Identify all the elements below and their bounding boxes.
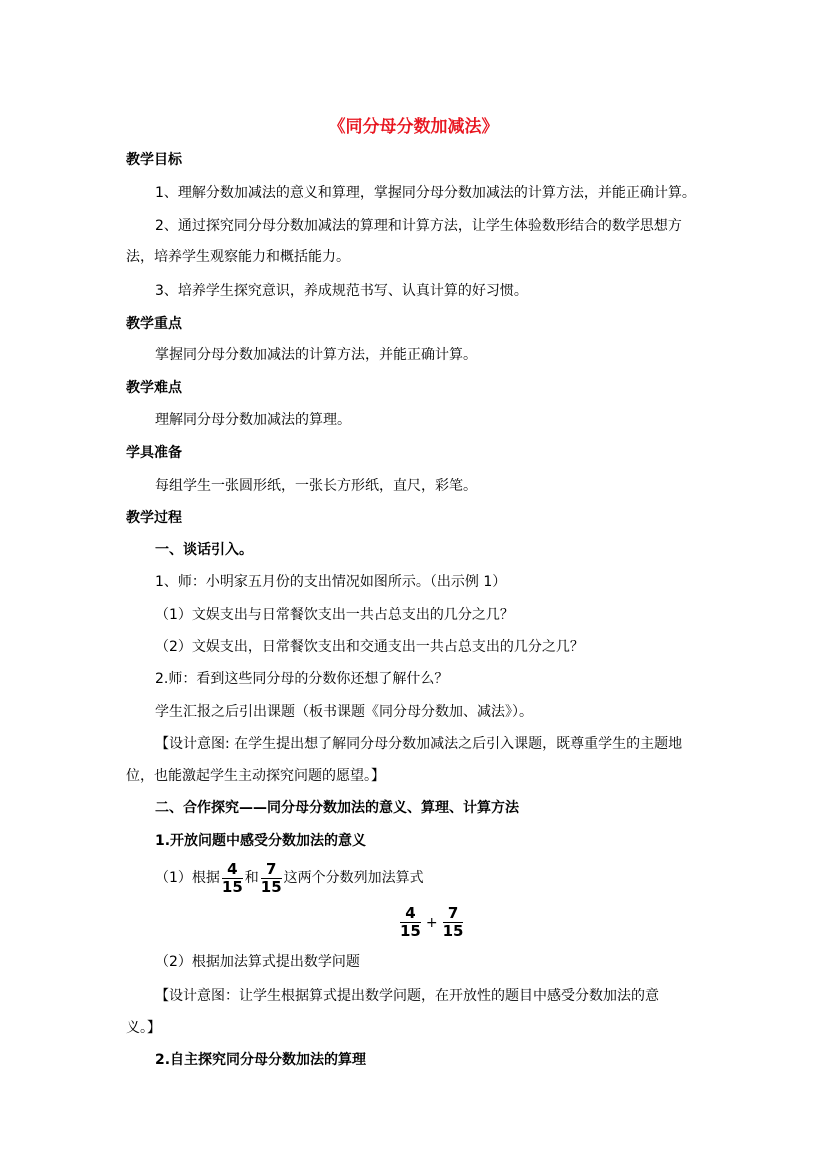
fraction-7-15 — [261, 861, 282, 896]
step1-prefix: （1）根据 — [155, 870, 220, 886]
fraction-denominator: 15 — [260, 877, 282, 896]
materials-text: 每组学生一张圆形纸，一张长方形纸，直尺，彩笔。 — [155, 478, 477, 494]
expression-fraction-7-15 — [443, 905, 464, 940]
materials-heading: 学具准备 — [126, 445, 182, 461]
step1-and: 和 — [244, 870, 259, 886]
part1-heading: 一、谈话引入。 — [155, 542, 253, 558]
fraction-4-15 — [222, 861, 243, 896]
focus-text: 掌握同分母分数加减法的计算方法，并能正确计算。 — [155, 347, 477, 363]
part1-line-2: 2.师：看到这些同分母的分数你还想了解什么？ — [155, 671, 449, 687]
focus-heading: 教学重点 — [126, 316, 182, 332]
fraction-numerator: 7 — [261, 861, 282, 879]
part2-subheading-1: 1.开放问题中感受分数加法的意义 — [155, 833, 367, 849]
fraction-numerator: 4 — [400, 905, 421, 923]
difficulty-text: 理解同分母分数加减法的算理。 — [155, 412, 351, 428]
fraction-denominator: 15 — [400, 922, 421, 940]
difficulty-heading: 教学难点 — [126, 380, 182, 396]
addition-expression — [398, 905, 465, 940]
goals-heading: 教学目标 — [126, 152, 182, 168]
goal-item-3: 3、培养学生探究意识，养成规范书写、认真计算的好习惯。 — [155, 283, 528, 299]
fraction-denominator: 15 — [221, 877, 243, 896]
goal-item-2-line-1: 2、通过探究同分母分数加减法的算理和计算方法，让学生体验数形结合的数学思想方 — [155, 218, 682, 234]
process-heading: 教学过程 — [126, 510, 182, 526]
fraction-numerator: 7 — [443, 905, 464, 923]
part1-design-intent-line-1: 【设计意图: 在学生提出想了解同分母分数加减法之后引入课题，既尊重学生的主题地 — [155, 736, 683, 752]
part1-line-1: 1、师：小明家五月份的支出情况如图所示。（出示例 1） — [155, 574, 507, 590]
fraction-numerator: 4 — [222, 861, 243, 879]
step1-suffix: 这两个分数列加法算式 — [283, 870, 424, 886]
part1-design-intent-line-2: 位，也能激起学生主动探究问题的愿望。】 — [126, 768, 385, 784]
part2-step-1 — [155, 858, 717, 898]
fraction-denominator: 15 — [442, 922, 464, 940]
part1-question-1: （1）文娱支出与日常餐饮支出一共占总支出的几分之几？ — [155, 607, 514, 623]
expression-fraction-4-15 — [400, 905, 421, 940]
part2-subheading-2: 2.自主探究同分母分数加法的算理 — [155, 1052, 367, 1068]
part2-design-intent-line-1: 【设计意图：让学生根据算式提出数学问题，在开放性的题目中感受分数加法的意 — [155, 988, 659, 1004]
document-title: 《同分母分数加减法》 — [328, 117, 499, 137]
part2-design-intent-line-2: 义。】 — [126, 1020, 161, 1036]
part2-heading: 二、合作探究——同分母分数加法的意义、算理、计算方法 — [155, 800, 519, 816]
goal-item-2-line-2: 法，培养学生观察能力和概括能力。 — [126, 249, 350, 265]
part2-step-2: （2）根据加法算式提出数学问题 — [155, 954, 360, 970]
goal-item-1: 1、理解分数加减法的意义和算理，掌握同分母分数加减法的计算方法，并能正确计算。 — [155, 185, 696, 201]
plus-sign: + — [425, 914, 438, 931]
part1-line-3: 学生汇报之后引出课题（板书课题《同分母分数加、减法》）。 — [155, 704, 533, 720]
part1-question-2: （2）文娱支出，日常餐饮支出和交通支出一共占总支出的几分之几？ — [155, 639, 584, 655]
